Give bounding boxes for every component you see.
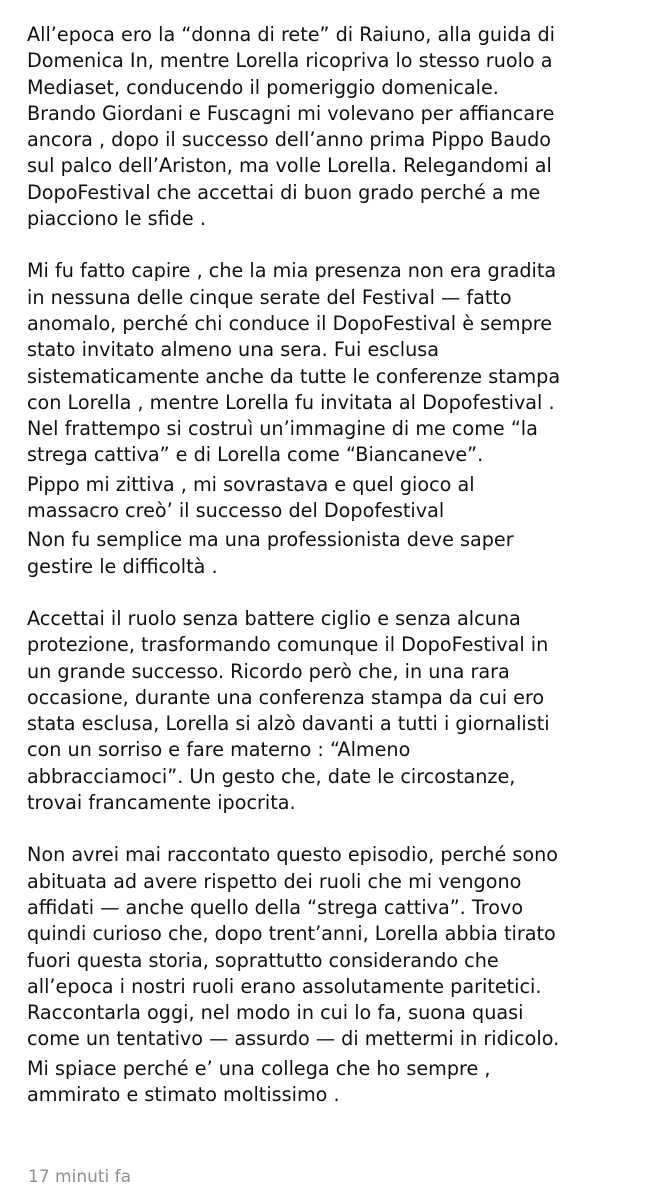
caption-paragraph-2 [27, 258, 639, 468]
post-caption [27, 22, 639, 1108]
caption-line: sistematicamente anche da tutte le conferenze stampa [27, 364, 561, 388]
paragraph-gap [27, 232, 639, 258]
caption-line: strega cattiva” e di Lorella come “Biancaneve”. [27, 443, 484, 467]
caption-line: trovai francamente ipocrita. [27, 791, 296, 815]
caption-line: all’epoca i nostri ruoli erano assolutamente paritetici. [27, 974, 542, 998]
caption-line: con un sorriso e fare materno : “Almeno [27, 738, 411, 762]
caption-line: Nel frattempo si costruì un’immagine di me come “la [27, 417, 538, 441]
paragraph-gap [27, 580, 639, 606]
caption-line: massacro creò’ il successo del Dopofestival [27, 499, 445, 523]
caption-line: occasione, durante una conferenza stampa da cui ero [27, 685, 545, 709]
caption-line: abbracciamoci”. Un gesto che, date le circostanze, [27, 764, 516, 788]
caption-paragraph-5 [27, 606, 639, 816]
caption-line: protezione, trasformando comunque il DopoFestival in [27, 633, 549, 657]
caption-paragraph-3 [27, 472, 639, 525]
caption-line: in nessuna delle cinque serate del Festival — fatto [27, 285, 512, 309]
caption-line: Non fu semplice ma una professionista deve saper [27, 528, 514, 552]
caption-line: Mediaset, conducendo il pomeriggio domenicale. [27, 75, 499, 99]
caption-line: Accettai il ruolo senza battere ciglio e senza alcuna [27, 606, 521, 630]
caption-line: All’epoca ero la “donna di rete” di Raiuno, alla guida di [27, 23, 555, 46]
caption-line: Raccontarla oggi, nel modo in cui lo fa, suona quasi [27, 1001, 524, 1025]
caption-line: quindi curioso che, dopo trent’anni, Lorella abbia tirato [27, 922, 556, 946]
caption-line: piacciono le sfide . [27, 207, 206, 231]
caption-paragraph-6 [27, 842, 639, 1052]
caption-line: Domenica In, mentre Lorella ricopriva lo stesso ruolo a [27, 49, 553, 73]
caption-paragraph-1 [27, 22, 639, 232]
caption-line: come un tentativo — assurdo — di mettermi in ridicolo. [27, 1027, 560, 1051]
caption-line: con Lorella , mentre Lorella fu invitata al Dopofestival . [27, 390, 555, 414]
caption-line: Mi spiace perché e’ una collega che ho sempre , [27, 1056, 491, 1080]
caption-line: affidati — anche quello della “strega cattiva”. Trovo [27, 895, 524, 919]
caption-line: sul palco dell’Ariston, ma volle Lorella. Relegandomi al [27, 154, 552, 178]
caption-line: un grande successo. Ricordo però che, in una rara [27, 659, 510, 683]
caption-line: Non avrei mai raccontato questo episodio, perché sono [27, 843, 559, 867]
caption-line: Pippo mi zittiva , mi sovrastava e quel gioco al [27, 472, 475, 496]
caption-line: Brando Giordani e Fuscagni mi volevano per affiancare [27, 101, 555, 125]
caption-paragraph-7 [27, 1056, 639, 1109]
caption-line: fuori questa storia, soprattutto considerando che [27, 948, 499, 972]
caption-line: anomalo, perché chi conduce il DopoFestival è sempre [27, 311, 553, 335]
caption-line: abituata ad avere rispetto dei ruoli che mi vengono [27, 869, 522, 893]
caption-line: Mi fu fatto capire , che la mia presenza non era gradita [27, 259, 557, 283]
caption-line: stata esclusa, Lorella si alzò davanti a tutti i giornalisti [27, 712, 550, 736]
caption-line: gestire le difficoltà . [27, 554, 218, 578]
caption-paragraph-4 [27, 527, 639, 580]
paragraph-gap [27, 816, 639, 842]
caption-line: ancora , dopo il successo dell’anno prima Pippo Baudo [27, 128, 552, 152]
post-timestamp: 17 minuti fa [28, 1167, 132, 1187]
caption-line: ammirato e stimato moltissimo . [27, 1082, 340, 1106]
caption-line: DopoFestival che accettai di buon grado perché a me [27, 180, 541, 204]
caption-line: stato invitato almeno una sera. Fui esclusa [27, 338, 440, 362]
